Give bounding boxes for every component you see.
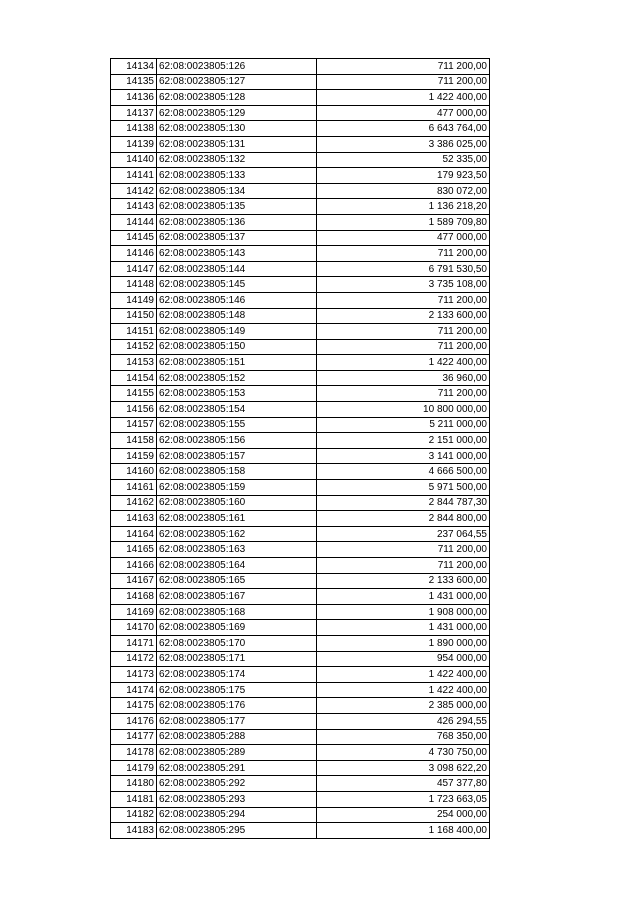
row-number-cell: 14158 [111, 433, 157, 449]
table-row [111, 542, 490, 558]
amount-cell: 6 643 764,00 [317, 121, 490, 137]
row-number-cell: 14179 [111, 760, 157, 776]
cadastral-number-cell: 62:08:0023805:163 [157, 542, 317, 558]
table-row [111, 59, 490, 75]
amount-cell: 1 422 400,00 [317, 667, 490, 683]
data-table [110, 58, 490, 839]
row-number-cell: 14138 [111, 121, 157, 137]
row-number-cell: 14135 [111, 74, 157, 90]
amount-cell: 711 200,00 [317, 339, 490, 355]
amount-cell: 768 350,00 [317, 729, 490, 745]
amount-cell: 2 133 600,00 [317, 308, 490, 324]
row-number-cell: 14166 [111, 558, 157, 574]
cadastral-number-cell: 62:08:0023805:171 [157, 651, 317, 667]
table-row [111, 183, 490, 199]
amount-cell: 711 200,00 [317, 386, 490, 402]
table-row [111, 277, 490, 293]
amount-cell: 1 908 000,00 [317, 604, 490, 620]
row-number-cell: 14163 [111, 511, 157, 527]
table-row [111, 713, 490, 729]
table-row [111, 604, 490, 620]
table-row [111, 74, 490, 90]
cadastral-number-cell: 62:08:0023805:158 [157, 464, 317, 480]
table-row [111, 760, 490, 776]
row-number-cell: 14181 [111, 791, 157, 807]
amount-cell: 2 151 000,00 [317, 433, 490, 449]
cadastral-number-cell: 62:08:0023805:165 [157, 573, 317, 589]
table-row [111, 402, 490, 418]
cadastral-number-cell: 62:08:0023805:168 [157, 604, 317, 620]
cadastral-number-cell: 62:08:0023805:293 [157, 791, 317, 807]
row-number-cell: 14178 [111, 745, 157, 761]
table-row [111, 292, 490, 308]
row-number-cell: 14149 [111, 292, 157, 308]
cadastral-number-cell: 62:08:0023805:155 [157, 417, 317, 433]
row-number-cell: 14154 [111, 370, 157, 386]
cadastral-number-cell: 62:08:0023805:292 [157, 776, 317, 792]
row-number-cell: 14174 [111, 682, 157, 698]
row-number-cell: 14167 [111, 573, 157, 589]
row-number-cell: 14177 [111, 729, 157, 745]
amount-cell: 5 971 500,00 [317, 480, 490, 496]
cadastral-number-cell: 62:08:0023805:128 [157, 90, 317, 106]
amount-cell: 1 890 000,00 [317, 635, 490, 651]
amount-cell: 10 800 000,00 [317, 402, 490, 418]
table-body [111, 59, 490, 839]
table-row [111, 667, 490, 683]
cadastral-number-cell: 62:08:0023805:144 [157, 261, 317, 277]
cadastral-number-cell: 62:08:0023805:170 [157, 635, 317, 651]
amount-cell: 254 000,00 [317, 807, 490, 823]
table-row [111, 589, 490, 605]
table-row [111, 246, 490, 262]
table-row [111, 214, 490, 230]
table-row [111, 511, 490, 527]
amount-cell: 1 422 400,00 [317, 90, 490, 106]
amount-cell: 2 844 800,00 [317, 511, 490, 527]
cadastral-number-cell: 62:08:0023805:176 [157, 698, 317, 714]
amount-cell: 1 589 709,80 [317, 214, 490, 230]
table-row [111, 324, 490, 340]
table-row [111, 370, 490, 386]
row-number-cell: 14150 [111, 308, 157, 324]
amount-cell: 1 723 663,05 [317, 791, 490, 807]
cadastral-number-cell: 62:08:0023805:164 [157, 558, 317, 574]
table-row [111, 635, 490, 651]
row-number-cell: 14142 [111, 183, 157, 199]
cadastral-number-cell: 62:08:0023805:162 [157, 526, 317, 542]
cadastral-number-cell: 62:08:0023805:289 [157, 745, 317, 761]
row-number-cell: 14151 [111, 324, 157, 340]
amount-cell: 1 431 000,00 [317, 589, 490, 605]
row-number-cell: 14137 [111, 105, 157, 121]
cadastral-number-cell: 62:08:0023805:148 [157, 308, 317, 324]
row-number-cell: 14143 [111, 199, 157, 215]
amount-cell: 711 200,00 [317, 324, 490, 340]
row-number-cell: 14170 [111, 620, 157, 636]
row-number-cell: 14146 [111, 246, 157, 262]
amount-cell: 4 666 500,00 [317, 464, 490, 480]
cadastral-number-cell: 62:08:0023805:294 [157, 807, 317, 823]
table-row [111, 776, 490, 792]
row-number-cell: 14171 [111, 635, 157, 651]
row-number-cell: 14169 [111, 604, 157, 620]
table-row [111, 355, 490, 371]
amount-cell: 179 923,50 [317, 168, 490, 184]
cadastral-number-cell: 62:08:0023805:130 [157, 121, 317, 137]
row-number-cell: 14165 [111, 542, 157, 558]
cadastral-number-cell: 62:08:0023805:149 [157, 324, 317, 340]
row-number-cell: 14136 [111, 90, 157, 106]
amount-cell: 1 136 218,20 [317, 199, 490, 215]
row-number-cell: 14183 [111, 823, 157, 839]
table-row [111, 745, 490, 761]
cadastral-number-cell: 62:08:0023805:136 [157, 214, 317, 230]
table-row [111, 526, 490, 542]
amount-cell: 1 168 400,00 [317, 823, 490, 839]
table-row [111, 105, 490, 121]
table-row [111, 308, 490, 324]
table-row [111, 791, 490, 807]
table-row [111, 386, 490, 402]
cadastral-number-cell: 62:08:0023805:131 [157, 136, 317, 152]
row-number-cell: 14157 [111, 417, 157, 433]
cadastral-number-cell: 62:08:0023805:133 [157, 168, 317, 184]
cadastral-number-cell: 62:08:0023805:137 [157, 230, 317, 246]
row-number-cell: 14162 [111, 495, 157, 511]
amount-cell: 477 000,00 [317, 105, 490, 121]
row-number-cell: 14148 [111, 277, 157, 293]
row-number-cell: 14145 [111, 230, 157, 246]
amount-cell: 711 200,00 [317, 59, 490, 75]
row-number-cell: 14159 [111, 448, 157, 464]
row-number-cell: 14175 [111, 698, 157, 714]
table-row [111, 807, 490, 823]
row-number-cell: 14144 [111, 214, 157, 230]
amount-cell: 711 200,00 [317, 558, 490, 574]
cadastral-number-cell: 62:08:0023805:153 [157, 386, 317, 402]
table-row [111, 230, 490, 246]
cadastral-number-cell: 62:08:0023805:150 [157, 339, 317, 355]
amount-cell: 5 211 000,00 [317, 417, 490, 433]
cadastral-number-cell: 62:08:0023805:177 [157, 713, 317, 729]
cadastral-number-cell: 62:08:0023805:157 [157, 448, 317, 464]
cadastral-number-cell: 62:08:0023805:145 [157, 277, 317, 293]
amount-cell: 1 431 000,00 [317, 620, 490, 636]
amount-cell: 830 072,00 [317, 183, 490, 199]
amount-cell: 711 200,00 [317, 542, 490, 558]
table-row [111, 573, 490, 589]
table-row [111, 495, 490, 511]
table-row [111, 480, 490, 496]
amount-cell: 2 385 000,00 [317, 698, 490, 714]
cadastral-number-cell: 62:08:0023805:132 [157, 152, 317, 168]
table-row [111, 261, 490, 277]
amount-cell: 52 335,00 [317, 152, 490, 168]
row-number-cell: 14156 [111, 402, 157, 418]
amount-cell: 457 377,80 [317, 776, 490, 792]
cadastral-number-cell: 62:08:0023805:146 [157, 292, 317, 308]
table-row [111, 199, 490, 215]
amount-cell: 3 141 000,00 [317, 448, 490, 464]
row-number-cell: 14134 [111, 59, 157, 75]
row-number-cell: 14153 [111, 355, 157, 371]
table-row [111, 152, 490, 168]
cadastral-number-cell: 62:08:0023805:154 [157, 402, 317, 418]
table-row [111, 433, 490, 449]
table-row [111, 729, 490, 745]
cadastral-number-cell: 62:08:0023805:129 [157, 105, 317, 121]
amount-cell: 3 098 622,20 [317, 760, 490, 776]
row-number-cell: 14176 [111, 713, 157, 729]
amount-cell: 2 133 600,00 [317, 573, 490, 589]
amount-cell: 3 386 025,00 [317, 136, 490, 152]
row-number-cell: 14160 [111, 464, 157, 480]
cadastral-number-cell: 62:08:0023805:288 [157, 729, 317, 745]
row-number-cell: 14168 [111, 589, 157, 605]
amount-cell: 4 730 750,00 [317, 745, 490, 761]
cadastral-number-cell: 62:08:0023805:126 [157, 59, 317, 75]
cadastral-number-cell: 62:08:0023805:161 [157, 511, 317, 527]
amount-cell: 954 000,00 [317, 651, 490, 667]
table-row [111, 558, 490, 574]
cadastral-number-cell: 62:08:0023805:175 [157, 682, 317, 698]
row-number-cell: 14172 [111, 651, 157, 667]
table-row [111, 136, 490, 152]
table-row [111, 168, 490, 184]
table-row [111, 417, 490, 433]
table-row [111, 464, 490, 480]
table-row [111, 651, 490, 667]
cadastral-number-cell: 62:08:0023805:295 [157, 823, 317, 839]
cadastral-number-cell: 62:08:0023805:291 [157, 760, 317, 776]
cadastral-number-cell: 62:08:0023805:174 [157, 667, 317, 683]
row-number-cell: 14155 [111, 386, 157, 402]
row-number-cell: 14139 [111, 136, 157, 152]
amount-cell: 426 294,55 [317, 713, 490, 729]
cadastral-number-cell: 62:08:0023805:152 [157, 370, 317, 386]
table-row [111, 698, 490, 714]
cadastral-number-cell: 62:08:0023805:159 [157, 480, 317, 496]
cadastral-number-cell: 62:08:0023805:135 [157, 199, 317, 215]
row-number-cell: 14161 [111, 480, 157, 496]
amount-cell: 1 422 400,00 [317, 355, 490, 371]
cadastral-number-cell: 62:08:0023805:160 [157, 495, 317, 511]
table-row [111, 90, 490, 106]
amount-cell: 3 735 108,00 [317, 277, 490, 293]
row-number-cell: 14152 [111, 339, 157, 355]
cadastral-number-cell: 62:08:0023805:167 [157, 589, 317, 605]
table-row [111, 682, 490, 698]
row-number-cell: 14164 [111, 526, 157, 542]
table-row [111, 620, 490, 636]
amount-cell: 237 064,55 [317, 526, 490, 542]
row-number-cell: 14180 [111, 776, 157, 792]
amount-cell: 36 960,00 [317, 370, 490, 386]
amount-cell: 2 844 787,30 [317, 495, 490, 511]
row-number-cell: 14140 [111, 152, 157, 168]
amount-cell: 711 200,00 [317, 74, 490, 90]
cadastral-number-cell: 62:08:0023805:143 [157, 246, 317, 262]
amount-cell: 1 422 400,00 [317, 682, 490, 698]
cadastral-number-cell: 62:08:0023805:156 [157, 433, 317, 449]
table-row [111, 121, 490, 137]
table-row [111, 823, 490, 839]
row-number-cell: 14147 [111, 261, 157, 277]
row-number-cell: 14173 [111, 667, 157, 683]
amount-cell: 711 200,00 [317, 292, 490, 308]
cadastral-number-cell: 62:08:0023805:134 [157, 183, 317, 199]
amount-cell: 6 791 530,50 [317, 261, 490, 277]
table-row [111, 339, 490, 355]
row-number-cell: 14182 [111, 807, 157, 823]
table-row [111, 448, 490, 464]
cadastral-number-cell: 62:08:0023805:169 [157, 620, 317, 636]
cadastral-number-cell: 62:08:0023805:151 [157, 355, 317, 371]
row-number-cell: 14141 [111, 168, 157, 184]
amount-cell: 711 200,00 [317, 246, 490, 262]
cadastral-number-cell: 62:08:0023805:127 [157, 74, 317, 90]
amount-cell: 477 000,00 [317, 230, 490, 246]
